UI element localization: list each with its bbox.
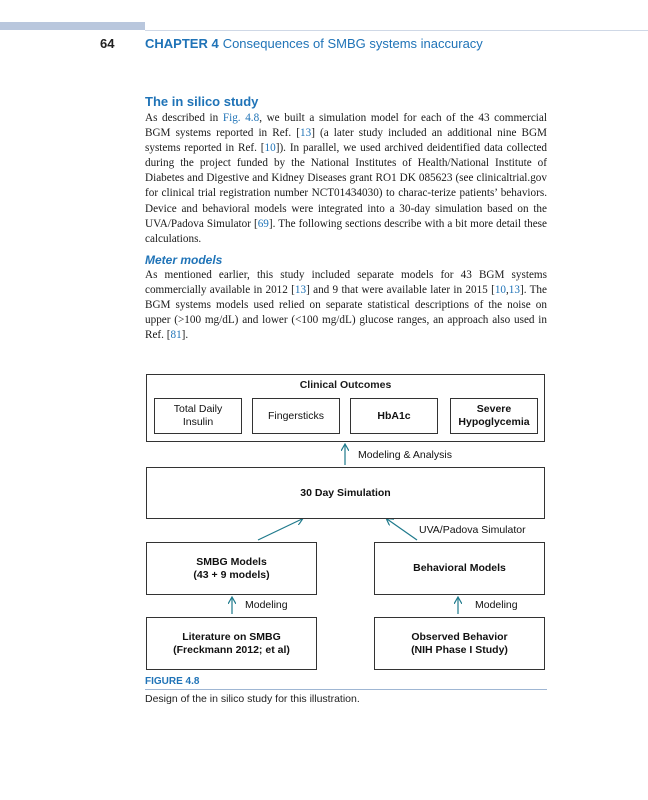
section-text: , we built a simulation model for each of the 43 commercial BGM systems reported in Ref. [ bbox=[145, 112, 547, 140]
outcome-hba1c: HbA1c bbox=[350, 398, 438, 434]
section-reference-link[interactable]: 10 bbox=[264, 142, 276, 155]
behavioral-models-box: Behavioral Models bbox=[374, 542, 545, 595]
label-uva-padova: UVA/Padova Simulator bbox=[419, 524, 526, 536]
section-reference-link[interactable]: Fig. 4.8 bbox=[222, 112, 260, 124]
outcome-total-daily-insulin: Total Daily Insulin bbox=[154, 398, 242, 434]
top-accent-bar bbox=[0, 22, 145, 30]
page-number: 64 bbox=[100, 36, 115, 51]
figure-label: FIGURE 4.8 bbox=[145, 676, 200, 687]
clinical-outcomes-title: Clinical Outcomes bbox=[299, 379, 392, 391]
chapter-heading bbox=[145, 36, 483, 51]
subsection-text: ] and 9 that were available later in 2015 [ bbox=[306, 284, 495, 297]
section-text: ]). In parallel, we used archived deidentified data collected during the project funded by the National Institutes of Health/National Institute of Diabetes and Digestive and Kidney Diseases grant RO1 DK 085623 (see clinicaltrial.gov for clinical trial registration number NCT01434030) to charac-terize patients’ behaviors. Device and behavioral models were integrated into a 30-day simulation based on the UVA/Padova Simulator [ bbox=[145, 142, 547, 230]
label-modeling-analysis: Modeling & Analysis bbox=[358, 449, 452, 461]
running-header bbox=[0, 36, 648, 56]
smbg-models-box: SMBG Models (43 + 9 models) bbox=[146, 542, 317, 595]
subsection-reference-link[interactable]: 13 bbox=[508, 284, 520, 297]
subsection-paragraph bbox=[145, 268, 547, 343]
subsection-title: Meter models bbox=[145, 253, 223, 267]
literature-box: Literature on SMBG (Freckmann 2012; et al) bbox=[146, 617, 317, 670]
figure-caption: Design of the in silico study for this illustration. bbox=[145, 693, 360, 705]
section-title: The in silico study bbox=[145, 94, 259, 109]
section-paragraph bbox=[145, 111, 547, 247]
figure-rule bbox=[145, 689, 547, 690]
subsection-reference-link[interactable]: 13 bbox=[294, 284, 307, 297]
chapter-label: CHAPTER 4 bbox=[145, 36, 219, 51]
section-text: ]. The following sections describe with a bit more detail these calculations. bbox=[145, 217, 547, 245]
section-text: ] (a later study included an additional nine BGM systems reported in Ref. [ bbox=[145, 127, 547, 155]
chapter-title: Consequences of SMBG systems inaccuracy bbox=[222, 36, 483, 51]
label-modeling-right: Modeling bbox=[475, 599, 518, 611]
arrow-smbg-to-simulation bbox=[258, 519, 302, 540]
section-text: As described in bbox=[145, 112, 223, 124]
arrow-behavioral-to-simulation bbox=[387, 519, 417, 540]
outcome-severe-hypoglycemia: Severe Hypoglycemia bbox=[450, 398, 538, 434]
subsection-text: ]. bbox=[181, 329, 189, 342]
subsection-reference-link[interactable]: 81 bbox=[170, 329, 182, 342]
label-modeling-left: Modeling bbox=[245, 599, 288, 611]
header-rule bbox=[145, 30, 648, 31]
observed-behavior-box: Observed Behavior (NIH Phase I Study) bbox=[374, 617, 545, 670]
simulation-box: 30 Day Simulation bbox=[146, 467, 545, 519]
subsection-text: As mentioned earlier, this study included separate models for 43 BGM systems commercially available in 2012 [ bbox=[145, 269, 547, 297]
subsection-reference-link[interactable]: 10 bbox=[494, 284, 506, 297]
section-reference-link[interactable]: 13 bbox=[300, 127, 312, 140]
section-reference-link[interactable]: 69 bbox=[257, 217, 269, 230]
subsection-text: , bbox=[506, 284, 509, 297]
subsection-text: ]. The BGM systems models used relied on separate statistical descriptions of the noise on upper (>100 mg/dL) and lower (<100 mg/dL) glucose ranges, an approach also used in Ref. [ bbox=[145, 284, 547, 342]
outcome-fingersticks: Fingersticks bbox=[252, 398, 340, 434]
